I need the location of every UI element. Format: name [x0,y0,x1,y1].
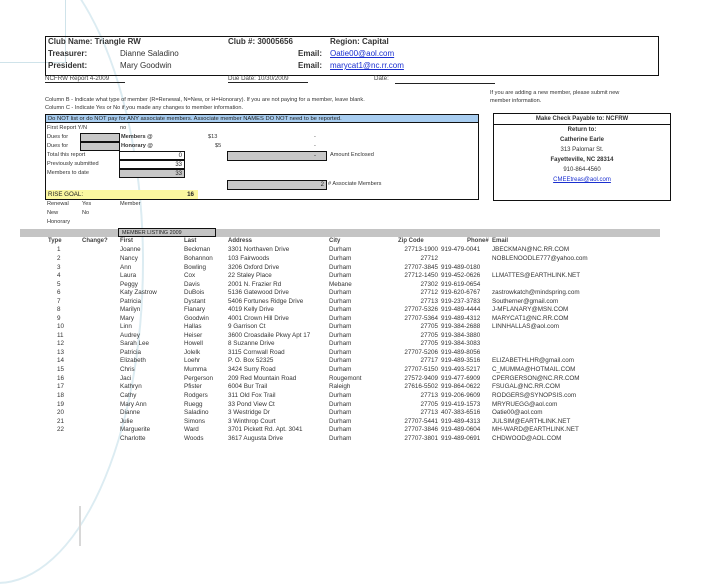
address: 3301 Northaven Drive [228,246,290,253]
phone: 919-489-4313 [441,418,481,425]
city: Durham [329,409,352,416]
first-name: Cathy [120,392,137,399]
return-city: Fayetteville, NC 28314 [550,157,614,163]
members-to-date-label: Members to date [47,170,89,176]
dues-for-label-2: Dues for [47,143,69,149]
member-type: 1 [57,246,61,253]
zip-code: 27712-1450 [404,272,438,279]
col-last: Last [184,238,197,244]
city: Durham [329,435,352,442]
col-type: Type [48,238,62,244]
rise-goal-bar [46,190,198,199]
previously-submitted-label: Previously submitted [47,161,99,167]
first-name: Patricia [120,298,141,305]
col-first: First [120,238,134,244]
total-report-label: Total this report [47,152,86,158]
phone: 919-384-3083 [441,340,481,347]
first-name: Marguerite [120,426,151,433]
zip-code: 27707-3801 [404,435,438,442]
address: 6004 Bur Trail [228,383,268,390]
members-rate: $13 [208,134,218,140]
phone: 919-419-1573 [441,401,481,408]
phone: 919-620-6767 [441,289,481,296]
email: LLMATTES@EARTHLINK.NET [492,272,581,279]
address: 3 Westridge Dr [228,409,270,416]
first-name: Mary [120,315,134,322]
phone: 919-479-0041 [441,246,481,253]
last-name: Hallas [184,323,202,330]
first-name: Julie [120,418,133,425]
zip-code: 27707-5326 [404,306,438,313]
address: 3701 Pickett Rd. Apt. 3041 [228,426,303,433]
address: 8 Suzanne Drive [228,340,275,347]
member-listing-band [20,229,660,237]
legend-member: Member [120,201,141,207]
address: 3206 Oxford Drive [228,264,280,271]
zip-code: 27705 [420,401,438,408]
last-name: Saladino [184,409,209,416]
check-payable-title: Make Check Payable to: NCFRW [494,114,670,125]
phone: 919-384-2688 [441,323,481,330]
first-name: Joanne [120,246,141,253]
address: 3600 Croasdaile Pkwy Apt 17 [228,332,311,339]
zip-code: 27572-9409 [404,375,438,382]
first-name: Nancy [120,255,138,262]
region: Region: Capital [330,37,389,46]
member-type: 5 [57,281,61,288]
last-name: Flanary [184,306,205,313]
phone: 407-383-6516 [441,409,481,416]
treasurer-email-link[interactable]: Oatie00@aol.com [330,49,395,58]
president-name: Mary Goodwin [120,61,172,70]
first-name: Marilyn [120,306,141,313]
email: LINNHALLAS@aol.com [492,323,559,330]
last-name: Cox [184,272,196,279]
last-name: Mumma [184,366,207,373]
email: zastrowkatch@mindspring.com [492,289,580,296]
club-name: Club Name: Triangle RW [48,37,141,46]
city: Durham [329,392,352,399]
first-name: Chris [120,366,135,373]
table-row [0,288,720,297]
first-name: Kathryn [120,383,142,390]
member-type: 7 [57,298,61,305]
table-row [0,434,720,443]
honorary-rate: $5 [215,143,222,149]
members-total: - [314,134,316,140]
city: Durham [329,418,352,425]
first-report-label: First Report Y/N [47,125,87,131]
address: 3617 Augusta Drive [228,435,283,442]
last-name: Goodwin [184,315,209,322]
zip-code: 27707-5364 [404,315,438,322]
honorary-count-field[interactable] [80,142,120,151]
date-field[interactable] [395,83,495,84]
phone: 919-864-0622 [441,383,481,390]
city: Mebane [329,281,352,288]
table-row [0,305,720,314]
member-type: 6 [57,289,61,296]
last-name: Howell [184,340,203,347]
phone: 919-489-4312 [441,315,481,322]
address: 3115 Cornwall Road [228,349,285,356]
member-type: 14 [57,357,65,364]
legend-yes: Yes [82,201,92,207]
col-email: Email [492,238,509,244]
city: Durham [329,426,352,433]
email: CPERGERSON@NC.RR.COM [492,375,580,382]
email: Southerner@gmail.com [492,298,559,305]
zip-code: 27707-5441 [404,418,438,425]
new-member-note-2: member information. [490,98,542,104]
member-type: 12 [57,340,65,347]
associate-notice-banner: Do NOT list or do NOT pay for ANY associate members. Associate member NAMES DO NOT need to be reported. [45,114,479,123]
email: Oatie00@aol.com [492,409,543,416]
return-phone: 910-864-4560 [563,167,601,173]
first-name: Elizabeth [120,357,146,364]
city: Durham [329,357,352,364]
address: 3 Winthrop Court [228,418,276,425]
member-type: 19 [57,401,65,408]
last-name: Ward [184,426,199,433]
zip-code: 27707-3846 [404,426,438,433]
last-name: DuBois [184,289,205,296]
report-title: NCFRW Report 4-2009 [45,75,125,83]
table-row [0,391,720,400]
col-change: Change? [82,238,108,244]
zip-code: 27302 [420,281,438,288]
table-row [0,322,720,331]
last-name: Beckman [184,246,211,253]
total-report-field: 0 [119,151,185,160]
city: Durham [329,306,352,313]
club-number: Club #: 30005656 [228,37,293,46]
table-row [0,408,720,417]
zip-code: 27713-1900 [404,246,438,253]
zip-code: 27705 [420,323,438,330]
last-name: Davis [184,281,200,288]
first-name: Dianne [120,409,140,416]
phone: 919-489-3516 [441,357,481,364]
first-name: Ann [120,264,132,271]
last-name: Rodgers [184,392,208,399]
rise-goal-value: 16 [187,191,194,198]
phone: 919-489-0604 [441,426,481,433]
member-type: 13 [57,349,65,356]
zip-code: 27713 [420,409,438,416]
amount-enclosed-field[interactable]: - [227,151,327,161]
address: 3424 Surry Road [228,366,276,373]
email: FSUGAL@NC.RR.COM [492,383,560,390]
zip-code: 27713 [420,392,438,399]
phone: 919-477-6909 [441,375,481,382]
dues-for-label-1: Dues for [47,134,69,140]
instruction-column-c: Column C - Indicate Yes or No if you made any changes to member information. [45,105,244,111]
city: Durham [329,315,352,322]
member-type: 2 [57,255,61,262]
email: NOBLENOODLE777@yahoo.com [492,255,588,262]
address: 103 Fairwoods [228,255,270,262]
phone: 919-452-0626 [441,272,481,279]
email: MRYRUEGG@aol.com [492,401,558,408]
zip-code: 27712 [420,289,438,296]
table-row [0,365,720,374]
city: Rougemont [329,375,362,382]
city: Durham [329,272,352,279]
col-phone: Phone# [467,238,489,244]
address: 4001 Crown Hill Drive [228,315,289,322]
honorary-total: - [314,143,316,149]
email: ELIZABETHLHR@gmail.com [492,357,574,364]
address: 33 Pond View Ct [228,401,275,408]
city: Durham [329,246,352,253]
city: Raleigh [329,383,351,390]
last-name: Loehr [184,357,201,364]
city: Durham [329,340,352,347]
last-name: Dystant [184,298,206,305]
table-row [0,356,720,365]
col-city: City [329,238,341,244]
zip-code: 27705 [420,332,438,339]
phone: 919-489-4444 [441,306,481,313]
member-type: 9 [57,315,61,322]
last-name: Pergerson [184,375,214,382]
phone: 919-489-0691 [441,435,481,442]
return-name: Catherine Earle [559,137,605,143]
city: Durham [329,264,352,271]
legend-renewal: Renewal [47,201,69,207]
legend-new: New [47,210,59,216]
address: 209 Red Mountain Road [228,375,297,382]
last-name: Heiser [184,332,203,339]
member-type: 22 [57,426,65,433]
email: JULSIM@EARTHLINK.NET [492,418,571,425]
honorary-rate-label: Honorary @ [121,143,153,149]
member-type: 11 [57,332,64,339]
return-street: 313 Palomar St. [560,147,604,153]
address: 22 Staley Place [228,272,272,279]
zip-code: 27616-5502 [404,383,438,390]
phone: 919-384-3880 [441,332,481,339]
president-email-link[interactable]: marycat1@nc.rr.com [330,61,404,70]
city: Durham [329,298,352,305]
first-name: Mary Ann [120,401,147,408]
member-type: 20 [57,409,65,416]
rise-goal-label: RISE GOAL: [48,191,84,198]
last-name: Bowling [184,264,207,271]
return-to-label: Return to: [567,127,597,133]
col-address: Address [228,238,253,244]
member-listing-title: MEMBER LISTING 2009 [118,228,216,237]
legend-honorary: Honorary [47,219,71,225]
table-row [0,339,720,348]
phone: 919-489-8056 [441,349,481,356]
members-to-date-field: 33 [119,169,185,178]
email: MH-WARD@EARTHLINK.NET [492,426,579,433]
first-name: Sarah Lee [120,340,150,347]
phone: 919-237-3783 [441,298,481,305]
zip-code: 27707-5206 [404,349,438,356]
col-zip: Zip Code [398,238,424,244]
email: J-MFLANARY@MSN.COM [492,306,569,313]
new-member-note: If you are adding a new member, please submit new [490,90,620,96]
address: 5136 Gatewood Drive [228,289,289,296]
table-row [0,271,720,280]
members-count-field[interactable] [80,133,120,142]
last-name: Ruegg [184,401,203,408]
phone: 919-206-9609 [441,392,481,399]
city: Durham [329,255,352,262]
first-name: Patricia [120,349,141,356]
first-name: Linn [120,323,132,330]
city: Durham [329,401,352,408]
city: Durham [329,289,352,296]
phone: 919-489-0180 [441,264,481,271]
treasurer-name: Dianne Saladino [120,49,179,58]
associate-members-label: # Associate Members [328,181,382,187]
member-type: 16 [57,375,65,382]
last-name: Simons [184,418,205,425]
legend-no: No [82,210,90,216]
last-name: Jolelk [184,349,201,356]
first-report-value: no [120,125,127,131]
city: Durham [329,366,352,373]
first-name: Jaci [120,375,132,382]
member-type: 10 [57,323,65,330]
phone: 919-493-5217 [441,366,481,373]
address: 4019 Kelly Drive [228,306,274,313]
treasurer-email-label: Email: [298,49,323,58]
zip-code: 27705 [420,340,438,347]
address: 311 Old Fox Trail [228,392,276,399]
email: JBECKMAN@NC.RR.COM [492,246,570,253]
address: 5406 Fortunes Ridge Drive [228,298,304,305]
table-row [0,254,720,263]
member-type: 18 [57,392,65,399]
president-email-label: Email: [298,61,323,70]
member-type: 21 [57,418,65,425]
amount-enclosed-label: Amount Enclosed [330,152,374,158]
return-email-link[interactable]: CMEEtreas@aol.com [553,177,611,183]
first-name: Katy Zastrow [120,289,157,296]
last-name: Bohannon [184,255,213,262]
member-type: 4 [57,272,61,279]
date-label: Date: [374,75,389,82]
zip-code: 27717 [420,357,438,364]
previously-submitted-field: 33 [119,160,185,169]
address: 9 Garrison Ct [228,323,266,330]
phone: 919-619-0654 [441,281,481,288]
zip-code: 27712 [420,255,438,262]
instruction-column-b: Column B - Indicate what type of member (R=Renewal, N=New, or H=Honorary). If you are not paying for a member, leave blank. [45,97,365,103]
email: C_MUMMA@HOTMAIL.COM [492,366,576,373]
first-name: Charlotte [120,435,146,442]
treasurer-label: Treasurer: [48,49,88,58]
city: Durham [329,349,352,356]
zip-code: 27713 [420,298,438,305]
president-label: President: [48,61,88,70]
first-name: Audrey [120,332,140,339]
zip-code: 27707-5150 [404,366,438,373]
email: CHDWOOD@AOL.COM [492,435,562,442]
first-name: Laura [120,272,137,279]
member-type: 3 [57,264,61,271]
first-name: Peggy [120,281,138,288]
due-date: Due Date: 10/30/2009 [228,75,308,83]
city: Durham [329,332,352,339]
address: P. O. Box 52325 [228,357,274,364]
zip-code: 27707-3845 [404,264,438,271]
city: Durham [329,323,352,330]
email: RODGERS@SYNOPSIS.com [492,392,577,399]
table-row [0,245,720,254]
last-name: Pfister [184,383,202,390]
table-row [0,382,720,391]
member-type: 17 [57,383,65,390]
member-type: 8 [57,306,61,313]
members-rate-label: Members @ [121,134,153,140]
table-row [0,425,720,434]
email: MARYCAT1@NC.RR.COM [492,315,569,322]
associate-members-field[interactable]: 2 [227,180,327,190]
last-name: Woods [184,435,204,442]
member-type: 15 [57,366,65,373]
payment-instructions-box [493,113,671,201]
address: 2001 N. Frazier Rd [228,281,282,288]
